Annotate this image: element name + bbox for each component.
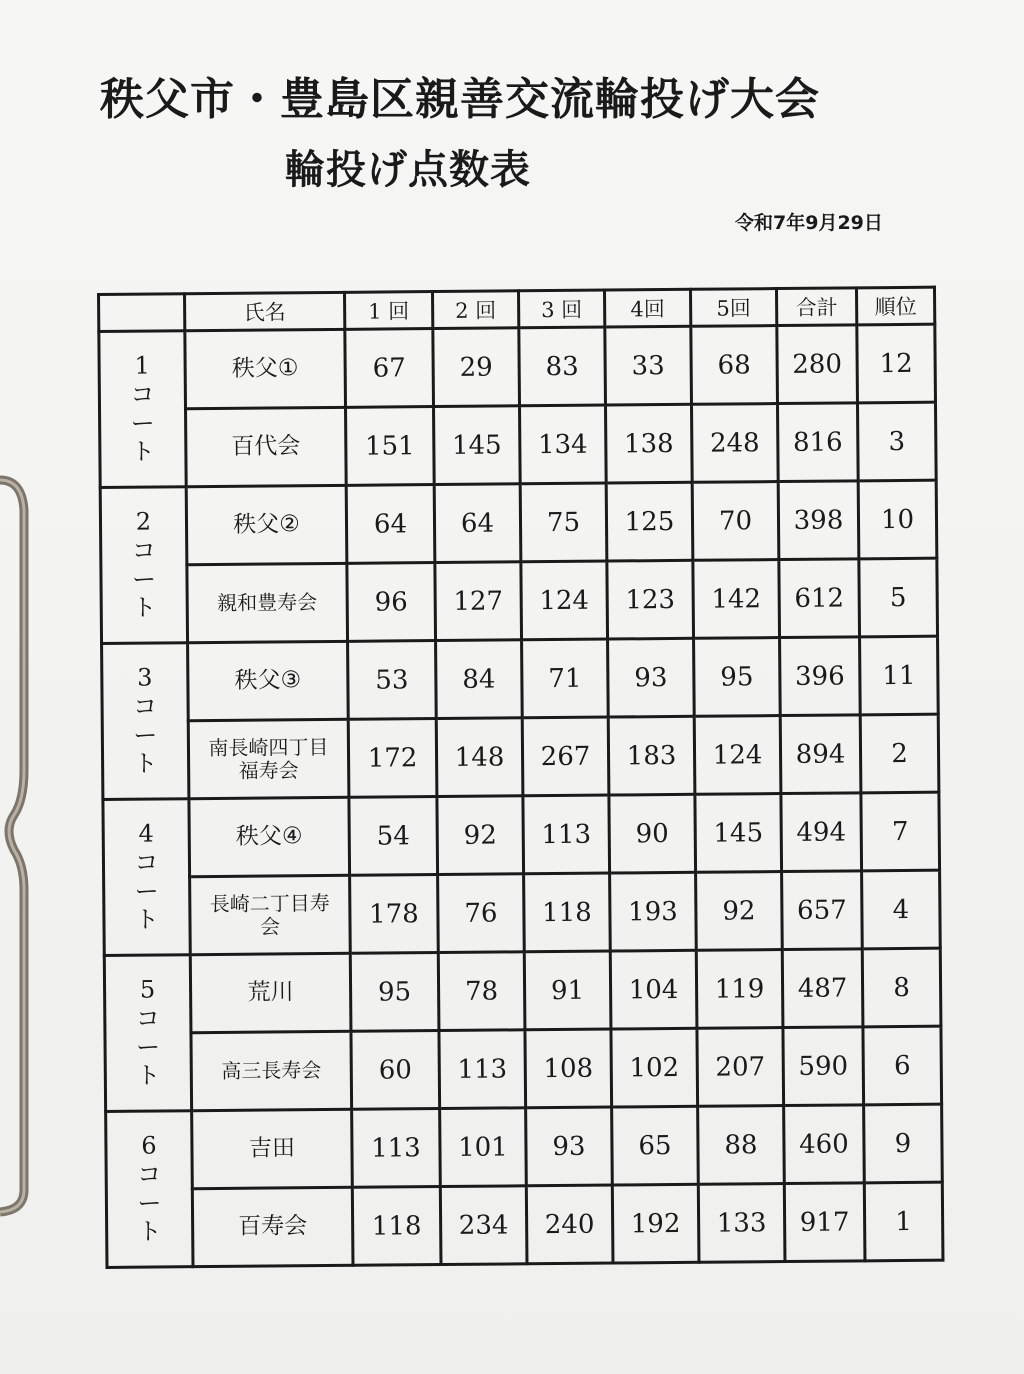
team-name: 秩父④ — [189, 797, 350, 876]
round-4-score: 183 — [608, 716, 695, 795]
rank: 4 — [862, 870, 941, 949]
round-1-score: 67 — [345, 329, 434, 408]
round-2-score: 29 — [433, 328, 520, 407]
team-name — [190, 875, 351, 954]
round-2-score: 145 — [434, 406, 521, 485]
round-5-score: 119 — [696, 950, 783, 1029]
round-1-score: 113 — [352, 1109, 441, 1188]
team-name: 百代会 — [186, 407, 347, 486]
rank: 11 — [860, 636, 939, 715]
court-label-char: ー — [130, 409, 155, 438]
round-4-score: 125 — [606, 482, 693, 561]
binder-clip-icon — [0, 470, 44, 1220]
court-label — [100, 487, 187, 644]
round-2-score: 113 — [439, 1030, 526, 1109]
rank: 9 — [864, 1104, 943, 1183]
round-3-score: 108 — [525, 1029, 612, 1108]
total-score: 460 — [784, 1105, 865, 1184]
court-label — [102, 643, 189, 800]
round-1-score: 64 — [346, 485, 435, 564]
round-3-score: 267 — [522, 717, 609, 796]
table-row — [103, 792, 940, 877]
header-name: 氏名 — [185, 292, 345, 330]
round-5-score: 95 — [694, 638, 781, 717]
rank: 2 — [860, 714, 939, 793]
rank: 1 — [864, 1182, 943, 1261]
court-label-char: ー — [134, 876, 159, 906]
table-row — [105, 1026, 942, 1111]
team-name-line: 南長崎四丁目 — [208, 734, 329, 760]
court-number: 5 — [139, 975, 156, 1004]
round-3-score: 113 — [523, 795, 610, 874]
table-row — [100, 402, 937, 487]
court-label-char: ト — [136, 1061, 161, 1090]
court-number: 6 — [141, 1131, 157, 1160]
court-number: 3 — [137, 663, 153, 692]
table-row — [101, 558, 938, 643]
round-5-score: 88 — [698, 1106, 785, 1185]
round-1-score: 118 — [352, 1187, 441, 1266]
header-rank: 順位 — [856, 287, 934, 325]
round-1-score: 151 — [346, 407, 435, 486]
page-subtitle: 輪投げ点数表 — [285, 147, 531, 193]
round-5-score: 68 — [691, 326, 778, 405]
court-label — [104, 955, 191, 1112]
header-total: 合計 — [776, 288, 856, 326]
total-score: 494 — [781, 793, 862, 872]
round-4-score: 93 — [608, 638, 695, 717]
court-label — [103, 799, 190, 956]
total-score: 612 — [779, 559, 860, 638]
total-score: 816 — [777, 403, 858, 482]
round-4-score: 90 — [609, 794, 696, 873]
round-1-score: 172 — [348, 719, 437, 798]
total-score: 280 — [777, 325, 858, 404]
round-3-score: 83 — [519, 327, 606, 406]
court-number: 1 — [134, 351, 150, 380]
team-name: 秩父① — [185, 329, 346, 408]
total-score: 917 — [784, 1183, 865, 1262]
court-label — [99, 331, 186, 488]
round-5-score: 124 — [694, 716, 781, 795]
header-round-4: 4回 — [604, 289, 690, 327]
round-4-score: 102 — [611, 1028, 698, 1107]
team-name: 吉田 — [192, 1109, 353, 1188]
court-label-char: ト — [132, 593, 157, 623]
court-label-char: コ — [132, 692, 158, 721]
round-2-score: 64 — [434, 484, 521, 563]
rank: 12 — [857, 324, 936, 403]
court-label-char: コ — [134, 848, 159, 877]
court-label-char: ト — [134, 905, 160, 934]
table-row — [102, 636, 939, 721]
round-4-score: 65 — [612, 1106, 699, 1185]
round-3-score: 75 — [520, 483, 607, 562]
header-round-5: 5回 — [690, 289, 776, 327]
table-row — [106, 1104, 943, 1189]
court-label-char: ー — [135, 1032, 161, 1062]
table-row — [100, 480, 937, 565]
round-2-score: 101 — [440, 1108, 527, 1187]
round-2-score: 148 — [436, 718, 523, 797]
round-3-score: 124 — [521, 561, 608, 640]
court-number: 2 — [135, 507, 152, 536]
court-label-char: ト — [133, 749, 158, 778]
rank: 7 — [861, 792, 940, 871]
round-5-score: 145 — [695, 794, 782, 873]
round-5-score: 70 — [692, 482, 779, 561]
team-name-line: 会 — [259, 913, 281, 939]
court-label-char: コ — [137, 1160, 162, 1189]
court-label-char: コ — [131, 536, 156, 565]
court-label-char: コ — [130, 380, 155, 409]
team-name: 秩父② — [186, 485, 347, 564]
round-5-score: 142 — [693, 560, 780, 639]
round-2-score: 84 — [436, 640, 523, 719]
round-3-score: 71 — [522, 639, 609, 718]
total-score: 487 — [782, 949, 863, 1028]
round-4-score: 138 — [605, 404, 692, 483]
header-round-2: 2 回 — [433, 291, 519, 329]
team-name-line: 長崎二丁目寿 — [209, 890, 330, 916]
round-1-score: 54 — [349, 797, 438, 876]
round-4-score: 123 — [607, 560, 694, 639]
total-score: 894 — [780, 715, 861, 794]
total-score: 657 — [782, 871, 863, 950]
round-5-score: 207 — [697, 1028, 784, 1107]
team-name: 親和豊寿会 — [187, 563, 348, 642]
round-2-score: 78 — [438, 952, 525, 1031]
round-4-score: 192 — [612, 1184, 699, 1263]
round-3-score: 134 — [520, 405, 607, 484]
court-label-char: ー — [133, 720, 158, 750]
round-2-score: 234 — [440, 1186, 527, 1265]
round-1-score: 53 — [348, 641, 437, 720]
team-name: 秩父③ — [188, 641, 349, 720]
header-court — [99, 294, 185, 332]
court-label-char: ト — [130, 437, 156, 467]
round-2-score: 92 — [437, 796, 524, 875]
total-score: 590 — [783, 1027, 864, 1106]
round-3-score: 118 — [524, 873, 611, 952]
round-4-score: 104 — [610, 950, 697, 1029]
score-table — [97, 286, 944, 1269]
round-4-score: 33 — [605, 326, 692, 405]
round-1-score: 96 — [347, 563, 436, 642]
round-1-score: 60 — [351, 1031, 440, 1110]
rank: 10 — [858, 480, 937, 559]
team-name-line: 福寿会 — [238, 757, 299, 783]
round-3-score: 240 — [526, 1185, 613, 1264]
table-row — [104, 870, 941, 955]
round-2-score: 76 — [438, 874, 525, 953]
table-row — [106, 1182, 943, 1267]
court-label-char: ト — [137, 1217, 162, 1246]
round-1-score: 95 — [350, 953, 439, 1032]
table-row — [102, 714, 939, 799]
round-3-score: 93 — [526, 1107, 613, 1186]
court-label-char: コ — [135, 1004, 160, 1033]
page-title: 秩父市・豊島区親善交流輪投げ大会 — [100, 74, 820, 125]
rank: 8 — [862, 948, 941, 1027]
round-5-score: 133 — [698, 1184, 785, 1263]
round-4-score: 193 — [610, 872, 697, 951]
court-label-char: ー — [131, 564, 157, 594]
round-2-score: 127 — [435, 562, 522, 641]
round-5-score: 92 — [696, 872, 783, 951]
team-name: 荒川 — [190, 953, 351, 1032]
document-date: 令和7年9月29日 — [735, 212, 883, 234]
table-row — [99, 324, 936, 409]
rank: 6 — [863, 1026, 942, 1105]
header-round-1: 1 回 — [345, 292, 433, 330]
team-name: 百寿会 — [192, 1187, 353, 1266]
team-name — [188, 719, 349, 798]
court-number: 4 — [138, 819, 154, 848]
round-5-score: 248 — [691, 404, 778, 483]
team-name: 高三長寿会 — [191, 1031, 352, 1110]
total-score: 396 — [780, 637, 861, 716]
court-label-char: ー — [137, 1188, 162, 1218]
rank: 3 — [857, 402, 936, 481]
header-round-3: 3 回 — [518, 290, 604, 328]
round-1-score: 178 — [350, 875, 439, 954]
court-label — [106, 1111, 193, 1268]
rank: 5 — [859, 558, 938, 637]
total-score: 398 — [778, 481, 859, 560]
round-3-score: 91 — [524, 951, 611, 1030]
table-row — [104, 948, 941, 1033]
